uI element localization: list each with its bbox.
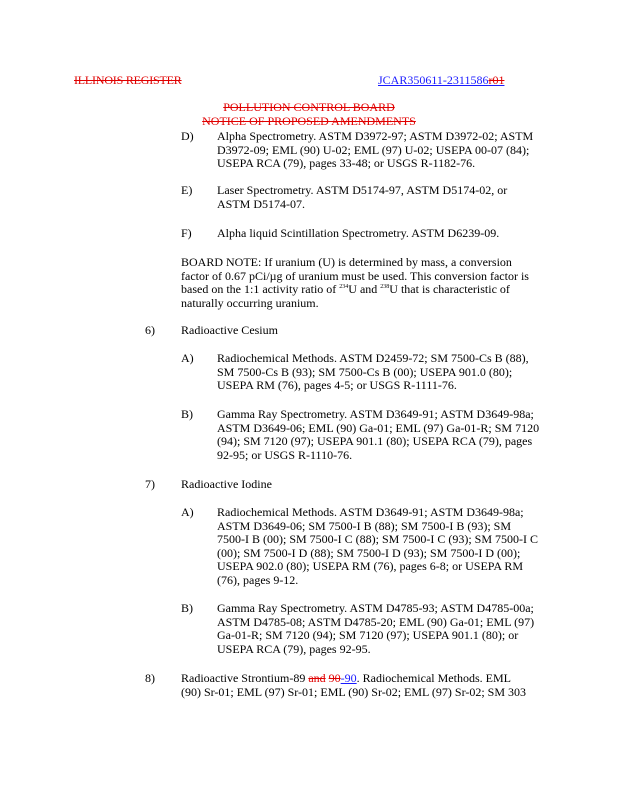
iodine-b-line: ASTM D4785-08; ASTM D4785-20; EML (90) Ga-01; EML (97) <box>217 614 535 629</box>
strontium-line: Radioactive Strontium-89 and 90-90. Radiochemical Methods. EML <box>181 671 511 685</box>
cesium-b-line: (94); SM 7120 (97); USEPA 901.1 (80); USEPA RCA (79), pages <box>217 434 533 448</box>
cesium-b-label: B) <box>181 407 193 421</box>
iodine-b-text <box>217 602 534 656</box>
item-d-label: D) <box>181 129 194 143</box>
cesium-b-line: ASTM D3649-06; EML (90) Ga-01; EML (97) Ga-01-R; SM 7120 <box>217 420 540 435</box>
cesium-a-line: SM 7500-Cs B (93); SM 7500-Cs B (00); USEPA 901.0 (80); <box>217 364 513 379</box>
item-f-line: Alpha liquid Scintillation Spectrometry. ASTM D6239-09. <box>217 226 500 240</box>
cesium-a-line: USEPA RM (76), pages 4-5; or USGS R-1111-76. <box>217 378 457 392</box>
iodine-b-label: B) <box>181 601 193 615</box>
item-e-label: E) <box>181 183 193 197</box>
isotope-234: 234 <box>339 284 349 290</box>
item-d-text <box>217 130 533 171</box>
item-d-line: Alpha Spectrometry. ASTM D3972-97; ASTM D3972-02; ASTM <box>217 129 534 143</box>
iodine-a-line: 7500-I B (00); SM 7500-I C (88); SM 7500-I C (93); SM 7500-I C <box>217 532 538 546</box>
board-note-line: BOARD NOTE: If uranium (U) is determined by mass, a conversion <box>181 255 512 269</box>
iodine-a-line: ASTM D3649-06; SM 7500-I B (88); SM 7500-I B (93); SM <box>217 518 512 533</box>
notice-title: NOTICE OF PROPOSED AMENDMENTS <box>202 114 416 128</box>
item-e-line: ASTM D5174-07. <box>217 196 306 211</box>
deleted-text: and <box>308 671 326 685</box>
item-f-label: F) <box>181 226 192 240</box>
section-6-label: 6) <box>145 323 155 337</box>
cesium-b-line: 92-95; or USGS R-1110-76. <box>217 447 353 462</box>
item-d-line: D3972-09; EML (90) U-02; EML (97) U-02; USEPA 00-07 (84); <box>217 142 530 157</box>
strontium-text <box>181 672 526 699</box>
cesium-a-line: Radiochemical Methods. ASTM D2459-72; SM 7500-Cs B (88), <box>217 351 529 365</box>
board-note-line: based on the 1:1 activity ratio of $^{234}$U and $^{238}$U that is characteristic of <box>181 282 510 296</box>
board-note-line: naturally occurring uranium. <box>181 295 319 310</box>
iodine-a-line: USEPA 902.0 (80); USEPA RM (76), pages 6-8; or USEPA RM <box>217 559 524 573</box>
item-e-text <box>217 184 507 211</box>
section-6-title: Radioactive Cesium <box>181 323 278 337</box>
header-right[interactable] <box>378 73 504 88</box>
iodine-b-line: Ga-01-R; SM 7120 (94); SM 7120 (97); USEPA 901.1 (80); or <box>217 628 519 642</box>
header-right-prefix: JCAR350611-2311586 <box>378 73 489 87</box>
item-e-line: Laser Spectrometry. ASTM D5174-97, ASTM D5174-02, or <box>217 183 508 197</box>
section-7-label: 7) <box>145 477 155 491</box>
board-note-line: factor of 0.67 pCi/µg of uranium must be used. This conversion factor is <box>181 268 529 283</box>
deleted-text-2: 90 <box>328 671 341 685</box>
cesium-b-text <box>217 408 539 462</box>
header-left: ILLINOIS REGISTER <box>74 73 182 87</box>
isotope-238: 238 <box>380 284 390 290</box>
iodine-a-line: Radiochemical Methods. ASTM D3649-91; ASTM D3649-98a; <box>217 505 524 519</box>
iodine-a-text <box>217 506 538 587</box>
iodine-a-line: (00); SM 7500-I D (88); SM 7500-I D (93); SM 7500-I D (00); <box>217 545 521 560</box>
inserted-text: -90 <box>340 671 357 685</box>
board-title: POLLUTION CONTROL BOARD <box>223 100 395 114</box>
cesium-a-label: A) <box>181 351 194 365</box>
cesium-a-text <box>217 352 529 393</box>
cesium-b-line: Gamma Ray Spectrometry. ASTM D3649-91; ASTM D3649-98a; <box>217 407 534 421</box>
iodine-a-line: (76), pages 9-12. <box>217 572 299 587</box>
iodine-b-line: USEPA RCA (79), pages 92-95. <box>217 641 371 656</box>
strontium-line: (90) Sr-01; EML (97) Sr-01; EML (90) Sr-02; EML (97) Sr-02; SM 303 <box>181 684 527 699</box>
header-right-suffix: r01 <box>488 73 505 87</box>
iodine-b-line: Gamma Ray Spectrometry. ASTM D4785-93; ASTM D4785-00a; <box>217 601 534 615</box>
section-7-title: Radioactive Iodine <box>181 477 272 491</box>
item-d-line: USEPA RCA (79), pages 33-48; or USGS R-1182-76. <box>217 156 476 170</box>
section-8-label: 8) <box>145 671 155 685</box>
board-note <box>181 256 581 310</box>
item-f-text <box>217 227 499 241</box>
iodine-a-label: A) <box>181 505 194 519</box>
